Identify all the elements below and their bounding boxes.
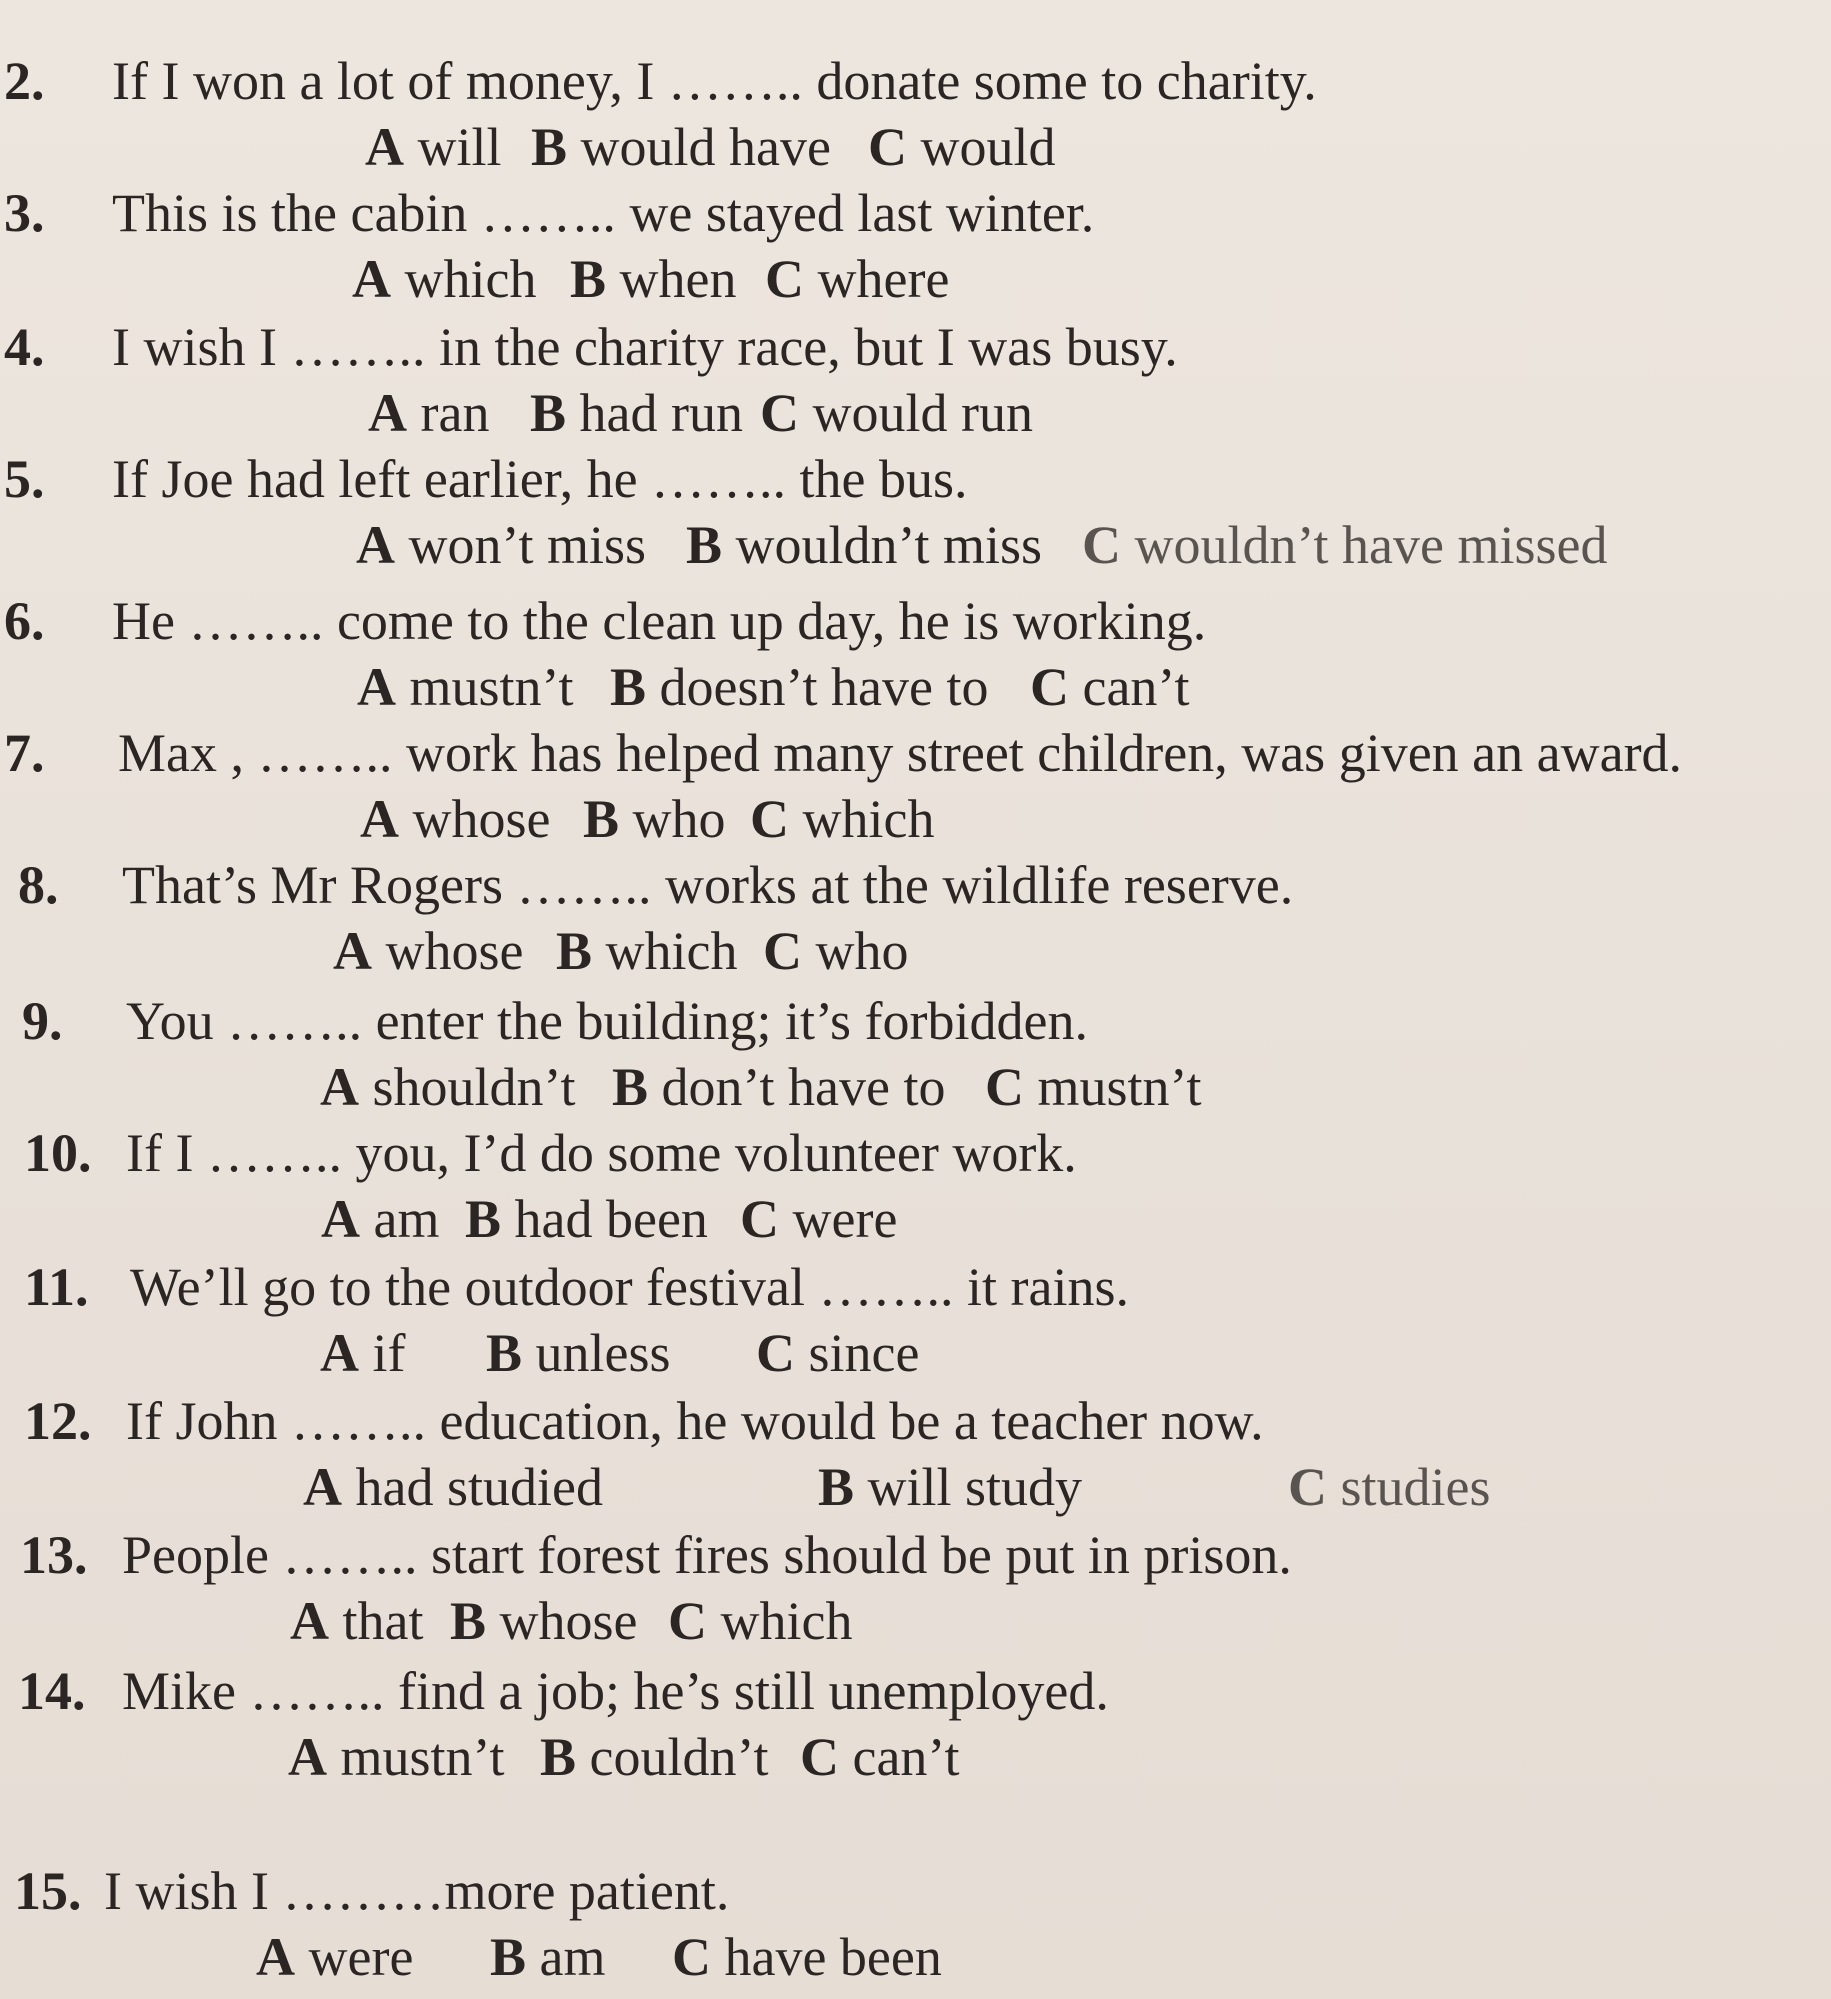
question-line bbox=[0, 588, 1831, 654]
question-3 bbox=[0, 180, 1831, 312]
question-line bbox=[0, 1858, 1831, 1924]
options-row bbox=[0, 114, 1831, 180]
question-11 bbox=[0, 1254, 1831, 1386]
question-4 bbox=[0, 314, 1831, 446]
option-c[interactable]: C where bbox=[765, 249, 950, 309]
option-b[interactable]: B doesn’t have to bbox=[610, 657, 989, 717]
question-2 bbox=[0, 48, 1831, 180]
options-row bbox=[0, 1054, 1831, 1120]
question-line bbox=[0, 314, 1831, 380]
option-b[interactable]: B couldn’t bbox=[540, 1727, 769, 1787]
option-b[interactable]: B had run bbox=[530, 383, 743, 443]
question-number: 3. bbox=[4, 183, 45, 243]
option-b[interactable]: B will study bbox=[818, 1457, 1083, 1517]
option-a[interactable]: A if bbox=[320, 1323, 406, 1383]
question-number: 15. bbox=[14, 1861, 82, 1921]
question-line bbox=[0, 1522, 1831, 1588]
option-c[interactable]: C have been bbox=[672, 1927, 942, 1987]
option-c[interactable]: C wouldn’t have missed bbox=[1082, 515, 1608, 575]
options-row bbox=[0, 512, 1831, 578]
question-text: Mike …….. find a job; he’s still unemployed. bbox=[122, 1661, 1109, 1721]
options-row bbox=[0, 918, 1831, 984]
options-row bbox=[0, 246, 1831, 312]
question-number: 5. bbox=[4, 449, 45, 509]
option-c[interactable]: C which bbox=[668, 1591, 853, 1651]
question-15 bbox=[0, 1858, 1831, 1990]
question-number: 8. bbox=[18, 855, 59, 915]
question-number: 4. bbox=[4, 317, 45, 377]
question-number: 11. bbox=[24, 1257, 89, 1317]
option-a[interactable]: A whose bbox=[333, 921, 524, 981]
question-text: People …….. start forest fires should be put in prison. bbox=[122, 1525, 1292, 1585]
options-row bbox=[0, 1186, 1831, 1252]
question-text: If Joe had left earlier, he …….. the bus. bbox=[112, 449, 968, 509]
question-number: 2. bbox=[4, 51, 45, 111]
options-row bbox=[0, 380, 1831, 446]
question-text: He …….. come to the clean up day, he is working. bbox=[112, 591, 1207, 651]
option-a[interactable]: A ran bbox=[368, 383, 490, 443]
question-9 bbox=[0, 988, 1831, 1120]
question-text: If John …….. education, he would be a teacher now. bbox=[126, 1391, 1264, 1451]
option-c[interactable]: C can’t bbox=[1030, 657, 1190, 717]
option-a[interactable]: A mustn’t bbox=[357, 657, 574, 717]
option-c[interactable]: C would run bbox=[760, 383, 1033, 443]
option-b[interactable]: B would have bbox=[531, 117, 831, 177]
question-line bbox=[0, 988, 1831, 1054]
option-a[interactable]: A that bbox=[290, 1591, 424, 1651]
option-a[interactable]: A were bbox=[256, 1927, 414, 1987]
question-line bbox=[0, 1388, 1831, 1454]
option-a[interactable]: A whose bbox=[360, 789, 551, 849]
question-5 bbox=[0, 446, 1831, 578]
question-line bbox=[0, 1120, 1831, 1186]
question-6 bbox=[0, 588, 1831, 720]
option-a[interactable]: A shouldn’t bbox=[320, 1057, 576, 1117]
option-b[interactable]: B wouldn’t miss bbox=[686, 515, 1043, 575]
option-c[interactable]: C can’t bbox=[800, 1727, 960, 1787]
question-line bbox=[0, 1254, 1831, 1320]
option-c[interactable]: C who bbox=[763, 921, 909, 981]
option-a[interactable]: A am bbox=[321, 1189, 440, 1249]
option-b[interactable]: B when bbox=[570, 249, 737, 309]
option-a[interactable]: A will bbox=[365, 117, 502, 177]
question-text: I wish I ………more patient. bbox=[104, 1861, 730, 1921]
question-line bbox=[0, 48, 1831, 114]
option-b[interactable]: B don’t have to bbox=[612, 1057, 946, 1117]
question-text: I wish I …….. in the charity race, but I was busy. bbox=[112, 317, 1178, 377]
options-row bbox=[0, 654, 1831, 720]
options-row bbox=[0, 1924, 1831, 1990]
question-text: You …….. enter the building; it’s forbidden. bbox=[126, 991, 1088, 1051]
question-line bbox=[0, 180, 1831, 246]
option-a[interactable]: A won’t miss bbox=[356, 515, 647, 575]
option-c[interactable]: C mustn’t bbox=[985, 1057, 1202, 1117]
options-row bbox=[0, 1320, 1831, 1386]
option-b[interactable]: B am bbox=[490, 1927, 606, 1987]
question-line bbox=[0, 852, 1831, 918]
option-c[interactable]: C studies bbox=[1288, 1457, 1491, 1517]
options-row bbox=[0, 1454, 1831, 1520]
question-text: We’ll go to the outdoor festival …….. it rains. bbox=[130, 1257, 1129, 1317]
options-row bbox=[0, 1588, 1831, 1654]
question-number: 12. bbox=[24, 1391, 92, 1451]
question-8 bbox=[0, 852, 1831, 984]
option-b[interactable]: B who bbox=[583, 789, 726, 849]
question-text: If I won a lot of money, I …….. donate some to charity. bbox=[112, 51, 1317, 111]
option-a[interactable]: A mustn’t bbox=[288, 1727, 505, 1787]
question-number: 14. bbox=[18, 1661, 86, 1721]
option-c[interactable]: C would bbox=[868, 117, 1056, 177]
question-14 bbox=[0, 1658, 1831, 1790]
question-text: This is the cabin …….. we stayed last winter. bbox=[112, 183, 1095, 243]
question-text: Max , …….. work has helped many street children, was given an award. bbox=[118, 723, 1683, 783]
question-10 bbox=[0, 1120, 1831, 1252]
question-text: If I …….. you, I’d do some volunteer work. bbox=[126, 1123, 1077, 1183]
question-text: That’s Mr Rogers …….. works at the wildlife reserve. bbox=[122, 855, 1294, 915]
question-line bbox=[0, 720, 1831, 786]
options-row bbox=[0, 1724, 1831, 1790]
option-c[interactable]: C were bbox=[740, 1189, 898, 1249]
option-c[interactable]: C since bbox=[756, 1323, 920, 1383]
question-line bbox=[0, 1658, 1831, 1724]
question-12 bbox=[0, 1388, 1831, 1520]
question-number: 10. bbox=[24, 1123, 92, 1183]
question-line bbox=[0, 446, 1831, 512]
question-number: 7. bbox=[4, 723, 45, 783]
option-b[interactable]: B whose bbox=[450, 1591, 638, 1651]
option-b[interactable]: B which bbox=[556, 921, 738, 981]
option-b[interactable]: B unless bbox=[486, 1323, 671, 1383]
question-7 bbox=[0, 720, 1831, 852]
question-13 bbox=[0, 1522, 1831, 1654]
option-a[interactable]: A which bbox=[352, 249, 537, 309]
options-row bbox=[0, 786, 1831, 852]
question-number: 9. bbox=[22, 991, 63, 1051]
question-number: 13. bbox=[20, 1525, 88, 1585]
question-number: 6. bbox=[4, 591, 45, 651]
option-b[interactable]: B had been bbox=[465, 1189, 708, 1249]
option-c[interactable]: C which bbox=[750, 789, 935, 849]
option-a[interactable]: A had studied bbox=[303, 1457, 603, 1517]
